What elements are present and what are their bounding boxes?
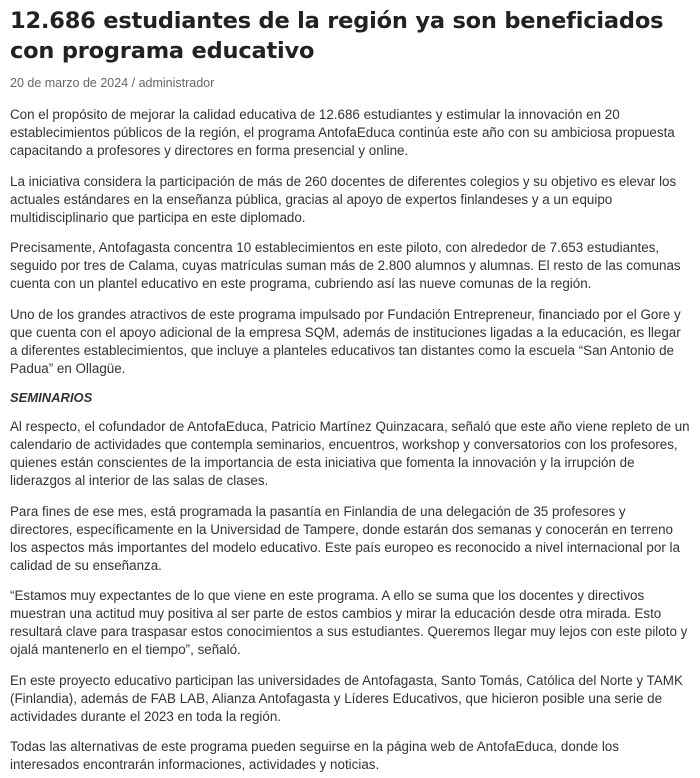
paragraph: Uno de los grandes atractivos de este programa impulsado por Fundación Entrepreneur, financiado por el Gore y que cuenta con el apoyo adicional de la empresa SQM, además de instituciones ligadas a la educación, es llegar a diferentes establecimientos, que incluye a planteles educativos tan distantes como la escuela “San Antonio de Padua” en Ollagüe. <box>10 306 681 376</box>
post-date-link[interactable]: 20 de marzo de 2024 <box>10 76 129 90</box>
paragraph: Todas las alternativas de este programa pueden seguirse en la página web de AntofaEduca, donde los interesados encontrarán informaciones, actividades y noticias. <box>10 739 619 773</box>
paragraph: En este proyecto educativo participan las universidades de Antofagasta, Santo Tomás, Católica del Norte y TAMK (Finlandia), además de FAB LAB, Alianza Antofagasta y Líderes Educativos, que hicieron posible una serie de actividades durante el 2023 en toda la región. <box>10 672 683 724</box>
author-link[interactable]: administrador <box>138 76 215 90</box>
article-meta <box>10 76 690 90</box>
section-heading-seminarios: SEMINARIOS <box>10 390 93 406</box>
paragraph: La iniciativa considera la participación de más de 260 docentes de diferentes colegios y su objetivo es elevar los actuales estándares en la enseñanza pública, gracias al apoyo de expertos finlandeses y a un equipo multidisciplinario que participa en este diplomado. <box>10 173 677 225</box>
paragraph: Precisamente, Antofagasta concentra 10 establecimientos en este piloto, con alrededor de 7.653 estudiantes, seguido por tres de Calama, cuyas matrículas suman más de 2.800 alumnos y alumnas. El resto de las comunas cuenta con un plantel educativo en este programa, cubriendo así las nueve comunas de la región. <box>10 240 681 292</box>
paragraph: Con el propósito de mejorar la calidad educativa de 12.686 estudiantes y estimular la innovación en 20 establecimientos públicos de la región, el programa AntofaEduca continúa este año con su ambiciosa propuesta capacitando a profesores y directores en forma presencial y online. <box>10 107 675 158</box>
quote-paragraph: “Estamos muy expectantes de lo que viene en este programa. A ello se suma que los docentes y directivos muestran una actitud muy positiva al ser parte de estos cambios y mirar la educación desde otra mirada. Esto resultará clave para traspasar estos conocimientos a sus estudiantes. Queremos llegar muy lejos con este piloto y ojalá mantenerlo en el tiempo”, señaló. <box>10 588 688 658</box>
paragraph: Al respecto, el cofundador de AntofaEduca, Patricio Martínez Quinzacara, señaló que este año viene repleto de un calendario de actividades que contempla seminarios, encuentros, workshop y conversatorios con los profesores, quienes están conscientes de la importancia de esta iniciativa que fomenta la innovación y la irrupción de liderazgos al interior de las salas de clases. <box>10 418 690 488</box>
paragraph: Para fines de ese mes, está programada la pasantía en Finlandia de una delegación de 35 profesores y directores, específicamente en la Universidad de Tampere, donde estarán dos semanas y conocerán en terreno los aspectos más importantes del modelo educativo. Este país europeo es reconocido a nivel internacional por la calidad de su enseñanza. <box>10 503 680 573</box>
article-title: 12.686 estudiantes de la región ya son beneficiados con programa educativo <box>10 8 664 64</box>
meta-separator: / <box>128 76 139 90</box>
